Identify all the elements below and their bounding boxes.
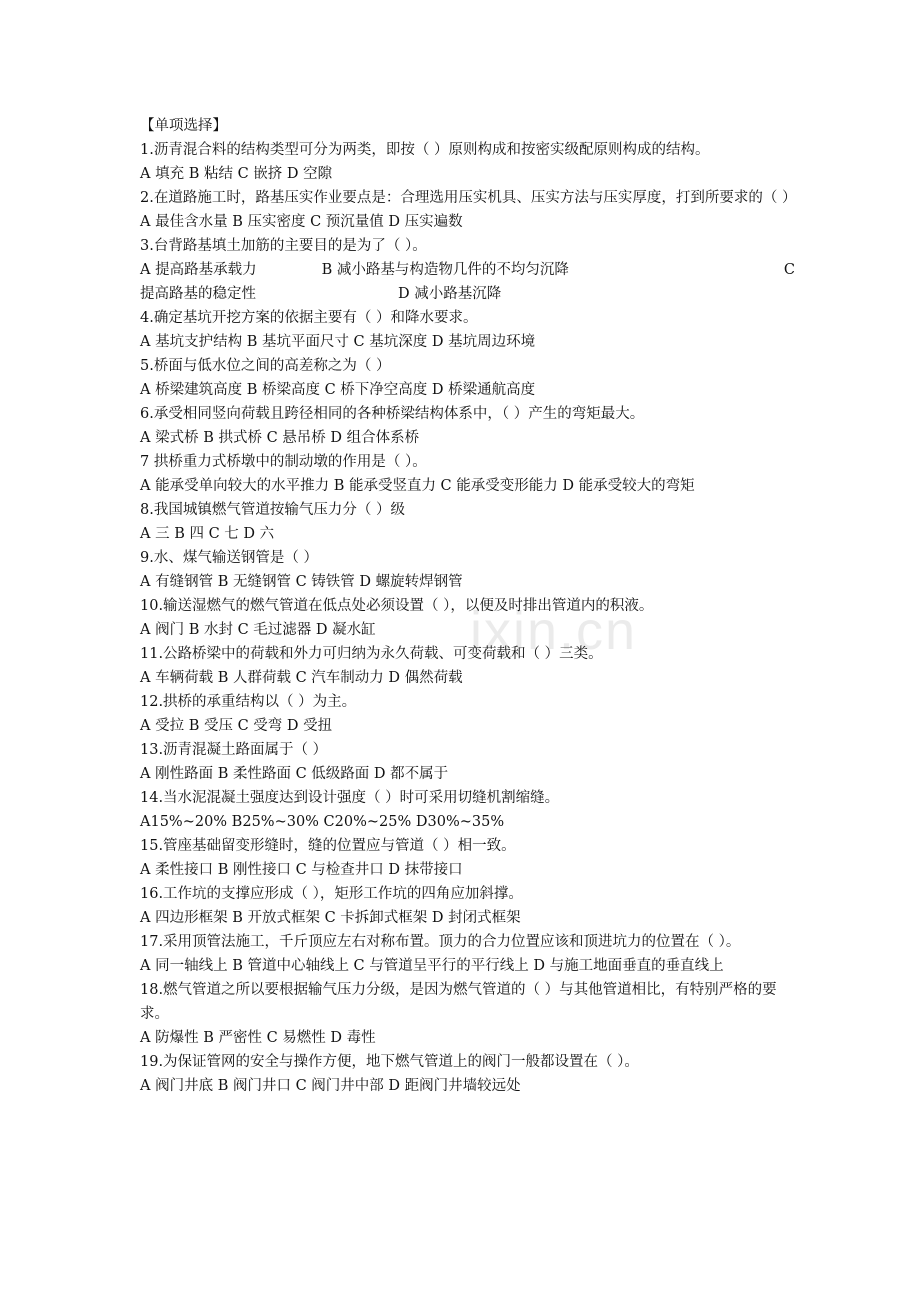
question-list xyxy=(140,114,795,1098)
question-10: 10.输送湿燃气的燃气管道在低点处必须设置（ ），以便及时排出管道内的积液。 xyxy=(140,598,654,614)
question-19: 19.为保证管网的安全与操作方便，地下燃气管道上的阀门一般都设置在（ ）。 xyxy=(140,1054,639,1070)
option-3c: 提高路基的稳定性 xyxy=(140,286,256,302)
question-6: 6.承受相同竖向荷载且跨径相同的各种桥梁结构体系中，（ ）产生的弯矩最大。 xyxy=(140,406,645,422)
question-7: 7 拱桥重力式桥墩中的制动墩的作用是（ ）。 xyxy=(140,454,427,470)
options-18: A 防爆性 B 严密性 C 易燃性 D 毒性 xyxy=(140,1030,376,1046)
options-1: A 填充 B 粘结 C 嵌挤 D 空隙 xyxy=(140,166,333,182)
options-5: A 桥梁建筑高度 B 桥梁高度 C 桥下净空高度 D 桥梁通航高度 xyxy=(140,382,536,398)
question-9: 9.水、煤气输送钢管是（ ） xyxy=(140,550,318,566)
question-2: 2.在道路施工时，路基压实作业要点是：合理选用压实机具、压实方法与压实厚度，打到所要求的（ ） xyxy=(140,190,797,206)
options-12: A 受拉 B 受压 C 受弯 D 受扭 xyxy=(140,718,333,734)
options-4: A 基坑支护结构 B 基坑平面尺寸 C 基坑深度 D 基坑周边环境 xyxy=(140,334,536,350)
options-6: A 梁式桥 B 拱式桥 C 悬吊桥 D 组合体系桥 xyxy=(140,430,420,446)
question-14: 14.当水泥混凝土强度达到设计强度（ ）时可采用切缝机割缩缝。 xyxy=(140,790,560,806)
options-9: A 有缝钢管 B 无缝钢管 C 铸铁管 D 螺旋转焊钢管 xyxy=(140,574,463,590)
options-15: A 柔性接口 B 刚性接口 C 与检查井口 D 抹带接口 xyxy=(140,862,463,878)
options-19: A 阀门井底 B 阀门井口 C 阀门井中部 D 距阀门井墙较远处 xyxy=(140,1078,521,1094)
options-2: A 最佳含水量 B 压实密度 C 预沉量值 D 压实遍数 xyxy=(140,214,463,230)
section-title: 【单项选择】 xyxy=(140,118,227,134)
option-3d: D 减小路基沉降 xyxy=(398,286,502,302)
option-3b: B 减小路基与构造物几件的不均匀沉降 xyxy=(321,262,569,278)
question-5: 5.桥面与低水位之间的高差称之为（ ） xyxy=(140,358,391,374)
question-11: 11.公路桥梁中的荷载和外力可归纳为永久荷载、可变荷载和（ ）三类。 xyxy=(140,646,603,662)
options-14: A15%~20% B25%~30% C20%~25% D30%~35% xyxy=(140,814,505,830)
question-16: 16.工作坑的支撑应形成（ ），矩形工作坑的四角应加斜撑。 xyxy=(140,886,523,902)
options-8: A 三 B 四 C 七 D 六 xyxy=(140,526,275,542)
options-7: A 能承受单向较大的水平推力 B 能承受竖直力 C 能承受变形能力 D 能承受较大的弯矩 xyxy=(140,478,695,494)
question-15: 15.管座基础留变形缝时，缝的位置应与管道（ ）相一致。 xyxy=(140,838,516,854)
question-13: 13.沥青混凝土路面属于（ ） xyxy=(140,742,328,758)
question-1: 1.沥青混合料的结构类型可分为两类，即按（ ）原则构成和按密实级配原则构成的结构。 xyxy=(140,142,710,158)
watermark: ixin.cn xyxy=(470,601,638,661)
question-12: 12.拱桥的承重结构以（ ）为主。 xyxy=(140,694,357,710)
options-13: A 刚性路面 B 柔性路面 C 低级路面 D 都不属于 xyxy=(140,766,449,782)
question-17: 17.采用顶管法施工，千斤顶应左右对称布置。顶力的合力位置应该和顶进坑力的位置在（ ）。 xyxy=(140,934,741,950)
question-3: 3.台背路基填土加筋的主要目的是为了（ ）。 xyxy=(140,238,427,254)
options-11: A 车辆荷载 B 人群荷载 C 汽车制动力 D 偶然荷载 xyxy=(140,670,463,686)
question-8: 8.我国城镇燃气管道按输气压力分（ ）级 xyxy=(140,502,405,518)
options-3-row1 xyxy=(140,258,795,282)
options-10: A 阀门 B 水封 C 毛过滤器 D 凝水缸 xyxy=(140,622,376,638)
options-3-row2 xyxy=(140,282,795,306)
options-16: A 四边形框架 B 开放式框架 C 卡拆卸式框架 D 封闭式框架 xyxy=(140,910,521,926)
question-18: 18.燃气管道之所以要根据输气压力分级，是因为燃气管道的（ ）与其他管道相比，有特别严格的要求。 xyxy=(140,982,777,1022)
option-3a: A 提高路基承载力 xyxy=(140,262,257,278)
question-4: 4.确定基坑开挖方案的依据主要有（ ）和降水要求。 xyxy=(140,310,478,326)
options-17: A 同一轴线上 B 管道中心轴线上 C 与管道呈平行的平行线上 D 与施工地面垂直的垂直线上 xyxy=(140,958,724,974)
option-3c-label: C xyxy=(783,262,795,278)
